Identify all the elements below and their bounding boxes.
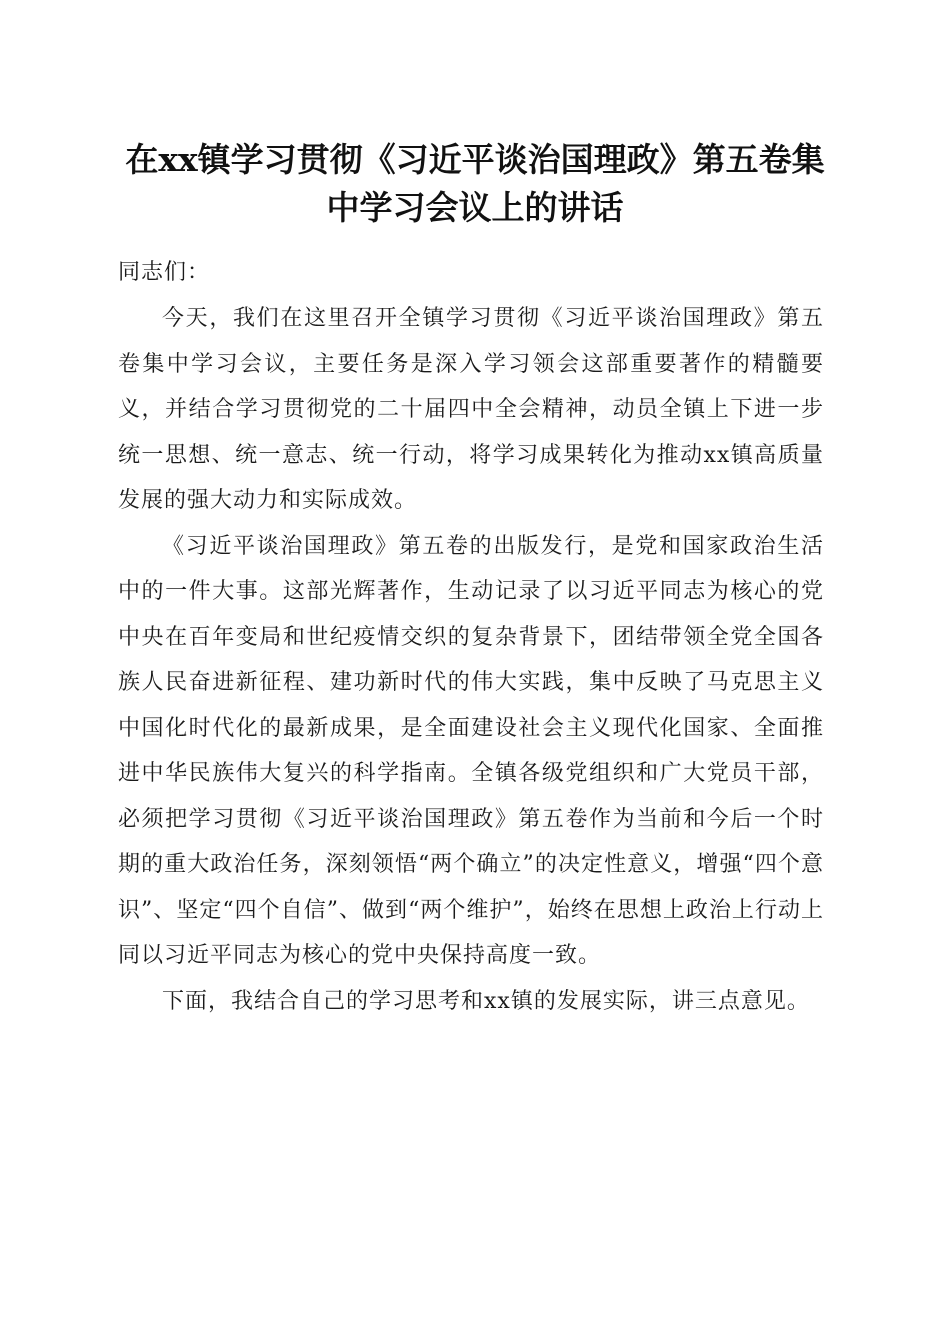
document-body [118,250,824,1024]
paragraph-3: 下面，我结合自己的学习思考和xx镇的发展实际，讲三点意见。 [162,988,810,1014]
salutation: 同志们： [118,260,211,285]
paragraph-1: 今天，我们在这里召开全镇学习贯彻《习近平谈治国理政》第五卷集中学习会议，主要任务是深入学习领会这部重要著作的精髓要义，并结合学习贯彻党的二十届四中全会精神，动员全镇上下进一步统一思想、统一意志、统一行动，将学习成果转化为推动xx镇高质量发展的强大动力和实际成效。 [118,306,824,513]
paragraph-2: 《习近平谈治国理政》第五卷的出版发行，是党和国家政治生活中的一件大事。这部光辉著作，生动记录了以习近平同志为核心的党中央在百年变局和世纪疫情交织的复杂背景下，团结带领全党全国各族人民奋进新征程、建功新时代的伟大实践，集中反映了马克思主义中国化时代化的最新成果，是全面建设社会主义现代化国家、全面推进中华民族伟大复兴的科学指南。全镇各级党组织和广大党员干部，必须把学习贯彻《习近平谈治国理政》第五卷作为当前和今后一个时期的重大政治任务，深刻领悟“两个确立”的决定性意义，增强“四个意识”、坚定“四个自信”、做到“两个维护”，始终在思想上政治上行动上同以习近平同志为核心的党中央保持高度一致。 [118,533,824,968]
document-title: 在xx镇学习贯彻《习近平谈治国理政》第五卷集中学习会议上的讲话 [125,140,825,227]
